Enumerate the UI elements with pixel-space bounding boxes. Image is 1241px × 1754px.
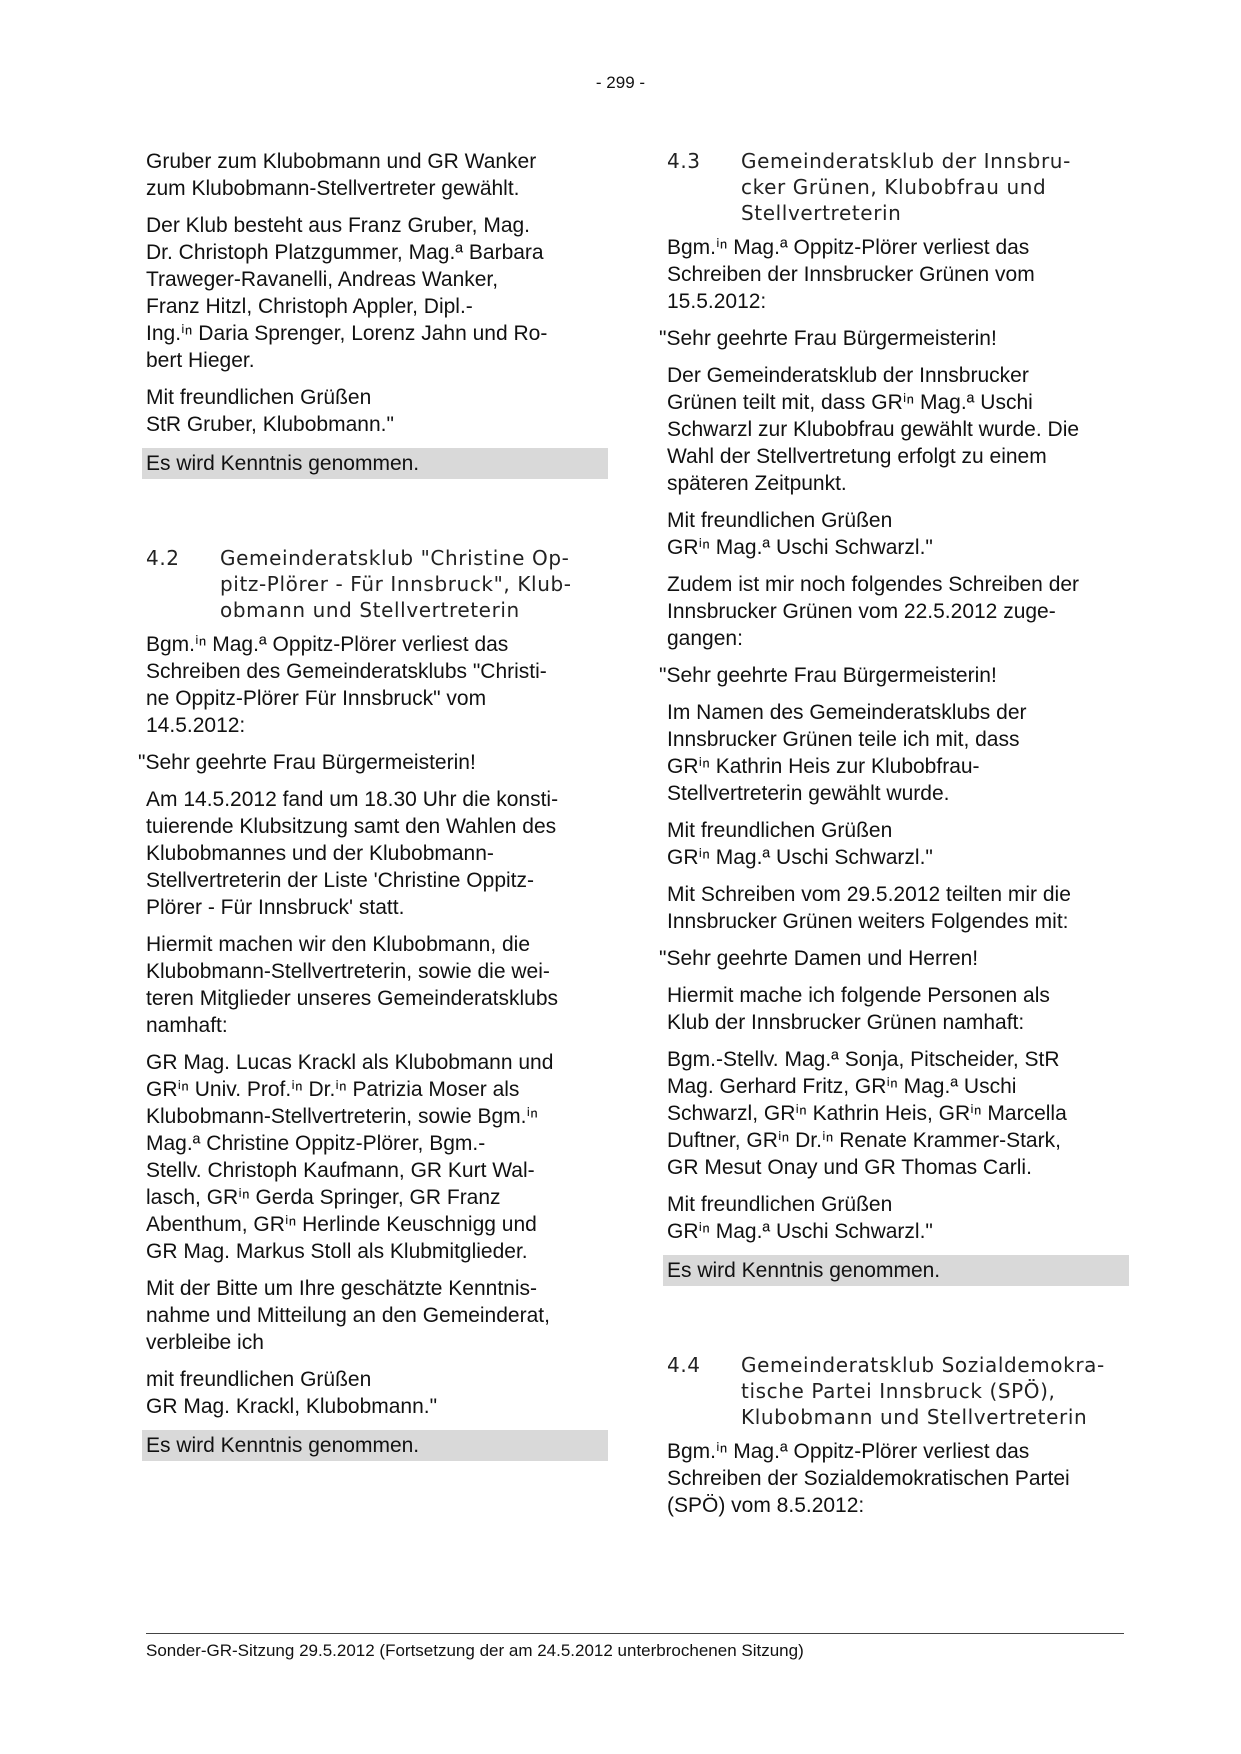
text-line: Stellv. Christoph Kaufmann, GR Kurt Wal-: [146, 1159, 535, 1182]
text-line: namhaft:: [146, 1014, 228, 1037]
paragraph: [667, 881, 1129, 935]
text-line: GR Mag. Markus Stoll als Klubmitglieder.: [146, 1240, 528, 1263]
text-line: Innsbrucker Grünen teile ich mit, dass: [667, 728, 1020, 751]
text-line: 15.5.2012:: [667, 290, 767, 313]
salutation: "Sehr geehrte Frau Bürgermeisterin!: [659, 664, 997, 687]
text-line: Gemeinderatsklub "Christine Op-: [220, 546, 570, 570]
text-line: Stellvertreterin der Liste 'Christine Oppitz-: [146, 869, 534, 892]
paragraph: [667, 507, 1129, 561]
paragraph: [667, 1046, 1129, 1181]
text-line: Hiermit mache ich folgende Personen als: [667, 984, 1050, 1007]
paragraph: [667, 1438, 1129, 1519]
paragraph: [146, 148, 608, 202]
text-line: 14.5.2012:: [146, 714, 246, 737]
right-column: [659, 148, 1129, 1529]
text-line: (SPÖ) vom 8.5.2012:: [667, 1494, 865, 1517]
paragraph: [667, 817, 1129, 871]
text-line: Hiermit machen wir den Klubobmann, die: [146, 933, 531, 956]
section-heading-4-2: [146, 545, 608, 623]
text-line: Mit freundlichen Grüßen: [667, 1193, 893, 1216]
section-title: [741, 1352, 1129, 1430]
text-line: Schreiben der Innsbrucker Grünen vom: [667, 263, 1035, 286]
paragraph: [667, 571, 1129, 652]
text-line: Mit Schreiben vom 29.5.2012 teilten mir die: [667, 883, 1071, 906]
text-line: verbleibe ich: [146, 1331, 264, 1354]
text-line: Am 14.5.2012 fand um 18.30 Uhr die konsti-: [146, 788, 559, 811]
paragraph: [146, 1275, 608, 1356]
text-line: tuierende Klubsitzung samt den Wahlen des: [146, 815, 557, 838]
footer-rule: [146, 1633, 1124, 1634]
text-line: Klub der Innsbrucker Grünen namhaft:: [667, 1011, 1025, 1034]
text-line: StR Gruber, Klubobmann.": [146, 413, 394, 436]
text-line: GRⁱⁿ Mag.ª Uschi Schwarzl.": [667, 536, 933, 559]
paragraph: [667, 362, 1129, 497]
text-line: Der Gemeinderatsklub der Innsbrucker: [667, 364, 1029, 387]
text-line: Schwarzl, GRⁱⁿ Kathrin Heis, GRⁱⁿ Marcella: [667, 1102, 1067, 1125]
paragraph: [146, 1049, 608, 1265]
text-line: GR Mag. Krackl, Klubobmann.": [146, 1395, 438, 1418]
note-kenntnis: Es wird Kenntnis genommen.: [663, 1255, 1129, 1286]
text-line: mit freundlichen Grüßen: [146, 1368, 372, 1391]
text-line: Im Namen des Gemeinderatsklubs der: [667, 701, 1027, 724]
page-number: - 299 -: [595, 73, 646, 92]
text-line: nahme und Mitteilung an den Gemeinderat,: [146, 1304, 550, 1327]
left-column: [138, 148, 608, 1471]
salutation: "Sehr geehrte Damen und Herren!: [659, 947, 979, 970]
note-kenntnis: Es wird Kenntnis genommen.: [142, 448, 608, 479]
text-line: Traweger-Ravanelli, Andreas Wanker,: [146, 268, 499, 291]
text-line: Plörer - Für Innsbruck' statt.: [146, 896, 405, 919]
paragraph: [146, 631, 608, 739]
text-line: tische Partei Innsbruck (SPÖ),: [741, 1379, 1056, 1403]
text-line: Bgm.ⁱⁿ Mag.ª Oppitz-Plörer verliest das: [667, 236, 1030, 259]
text-line: ne Oppitz-Plörer Für Innsbruck" vom: [146, 687, 487, 710]
text-line: pitz-Plörer - Für Innsbruck", Klub-: [220, 572, 572, 596]
text-line: obmann und Stellvertreterin: [220, 598, 520, 622]
text-line: Mit der Bitte um Ihre geschätzte Kenntnis-: [146, 1277, 538, 1300]
text-line: Ing.ⁱⁿ Daria Sprenger, Lorenz Jahn und Ro-: [146, 322, 548, 345]
section-number: 4.4: [667, 1353, 701, 1377]
paragraph: [146, 931, 608, 1039]
text-line: späteren Zeitpunkt.: [667, 472, 847, 495]
text-line: Wahl der Stellvertretung erfolgt zu einem: [667, 445, 1047, 468]
section-title: [220, 545, 608, 623]
text-line: Innsbrucker Grünen weiters Folgendes mit:: [667, 910, 1069, 933]
text-line: Duftner, GRⁱⁿ Dr.ⁱⁿ Renate Krammer-Stark,: [667, 1129, 1061, 1152]
text-line: lasch, GRⁱⁿ Gerda Springer, GR Franz: [146, 1186, 501, 1209]
text-line: Mit freundlichen Grüßen: [146, 386, 372, 409]
text-line: Mag. Gerhard Fritz, GRⁱⁿ Mag.ª Uschi: [667, 1075, 1017, 1098]
text-line: GRⁱⁿ Mag.ª Uschi Schwarzl.": [667, 1220, 933, 1243]
text-line: Bgm.ⁱⁿ Mag.ª Oppitz-Plörer verliest das: [667, 1440, 1030, 1463]
text-line: Stellvertreterin gewählt wurde.: [667, 782, 950, 805]
note-kenntnis: Es wird Kenntnis genommen.: [142, 1430, 608, 1461]
salutation: "Sehr geehrte Frau Bürgermeisterin!: [138, 751, 476, 774]
text-line: Mit freundlichen Grüßen: [667, 819, 893, 842]
text-line: Gemeinderatsklub Sozialdemokra-: [741, 1353, 1105, 1377]
text-line: Mag.ª Christine Oppitz-Plörer, Bgm.-: [146, 1132, 486, 1155]
paragraph: [146, 1366, 608, 1420]
text-line: Schreiben des Gemeinderatsklubs "Christi-: [146, 660, 547, 683]
section-heading-4-4: [667, 1352, 1129, 1430]
text-line: bert Hieger.: [146, 349, 255, 372]
salutation: "Sehr geehrte Frau Bürgermeisterin!: [659, 327, 997, 350]
text-line: Bgm.ⁱⁿ Mag.ª Oppitz-Plörer verliest das: [146, 633, 509, 656]
text-line: Klubobmann-Stellvertreterin, sowie die wei-: [146, 960, 550, 983]
section-number: 4.2: [146, 546, 180, 570]
text-line: GRⁱⁿ Mag.ª Uschi Schwarzl.": [667, 846, 933, 869]
text-line: Innsbrucker Grünen vom 22.5.2012 zuge-: [667, 600, 1056, 623]
text-line: Abenthum, GRⁱⁿ Herlinde Keuschnigg und: [146, 1213, 537, 1236]
text-line: GRⁱⁿ Univ. Prof.ⁱⁿ Dr.ⁱⁿ Patrizia Moser als: [146, 1078, 520, 1101]
text-line: Klubobmann-Stellvertreterin, sowie Bgm.ⁱⁿ: [146, 1105, 538, 1128]
paragraph: [146, 384, 608, 438]
text-line: Der Klub besteht aus Franz Gruber, Mag.: [146, 214, 531, 237]
text-line: gangen:: [667, 627, 743, 650]
paragraph: [667, 699, 1129, 807]
text-line: Gemeinderatsklub der Innsbru-: [741, 149, 1071, 173]
text-line: Franz Hitzl, Christoph Appler, Dipl.-: [146, 295, 473, 318]
text-line: Gruber zum Klubobmann und GR Wanker: [146, 150, 537, 173]
text-line: teren Mitglieder unseres Gemeinderatsklubs: [146, 987, 559, 1010]
text-line: Stellvertreterin: [741, 201, 902, 225]
text-line: GRⁱⁿ Kathrin Heis zur Klubobfrau-: [667, 755, 980, 778]
text-line: zum Klubobmann-Stellvertreter gewählt.: [146, 177, 520, 200]
text-line: Bgm.-Stellv. Mag.ª Sonja, Pitscheider, StR: [667, 1048, 1060, 1071]
paragraph: [146, 786, 608, 921]
paragraph: [146, 212, 608, 374]
paragraph: [667, 234, 1129, 315]
paragraph: [667, 1191, 1129, 1245]
text-line: GR Mag. Lucas Krackl als Klubobmann und: [146, 1051, 554, 1074]
text-line: Dr. Christoph Platzgummer, Mag.ª Barbara: [146, 241, 544, 264]
text-line: Grünen teilt mit, dass GRⁱⁿ Mag.ª Uschi: [667, 391, 1033, 414]
text-line: Zudem ist mir noch folgendes Schreiben der: [667, 573, 1080, 596]
paragraph: [667, 982, 1129, 1036]
text-line: Schreiben der Sozialdemokratischen Partei: [667, 1467, 1070, 1490]
text-line: Klubobmannes und der Klubobmann-: [146, 842, 494, 865]
text-line: Klubobmann und Stellvertreterin: [741, 1405, 1088, 1429]
footer-text: Sonder-GR-Sitzung 29.5.2012 (Fortsetzung der am 24.5.2012 unterbrochenen Sitzung): [146, 1641, 804, 1660]
text-line: Mit freundlichen Grüßen: [667, 509, 893, 532]
text-line: cker Grünen, Klubobfrau und: [741, 175, 1047, 199]
text-line: Schwarzl zur Klubobfrau gewählt wurde. Die: [667, 418, 1080, 441]
text-line: GR Mesut Onay und GR Thomas Carli.: [667, 1156, 1032, 1179]
section-heading-4-3: [667, 148, 1129, 226]
section-title: [741, 148, 1129, 226]
section-number: 4.3: [667, 149, 701, 173]
